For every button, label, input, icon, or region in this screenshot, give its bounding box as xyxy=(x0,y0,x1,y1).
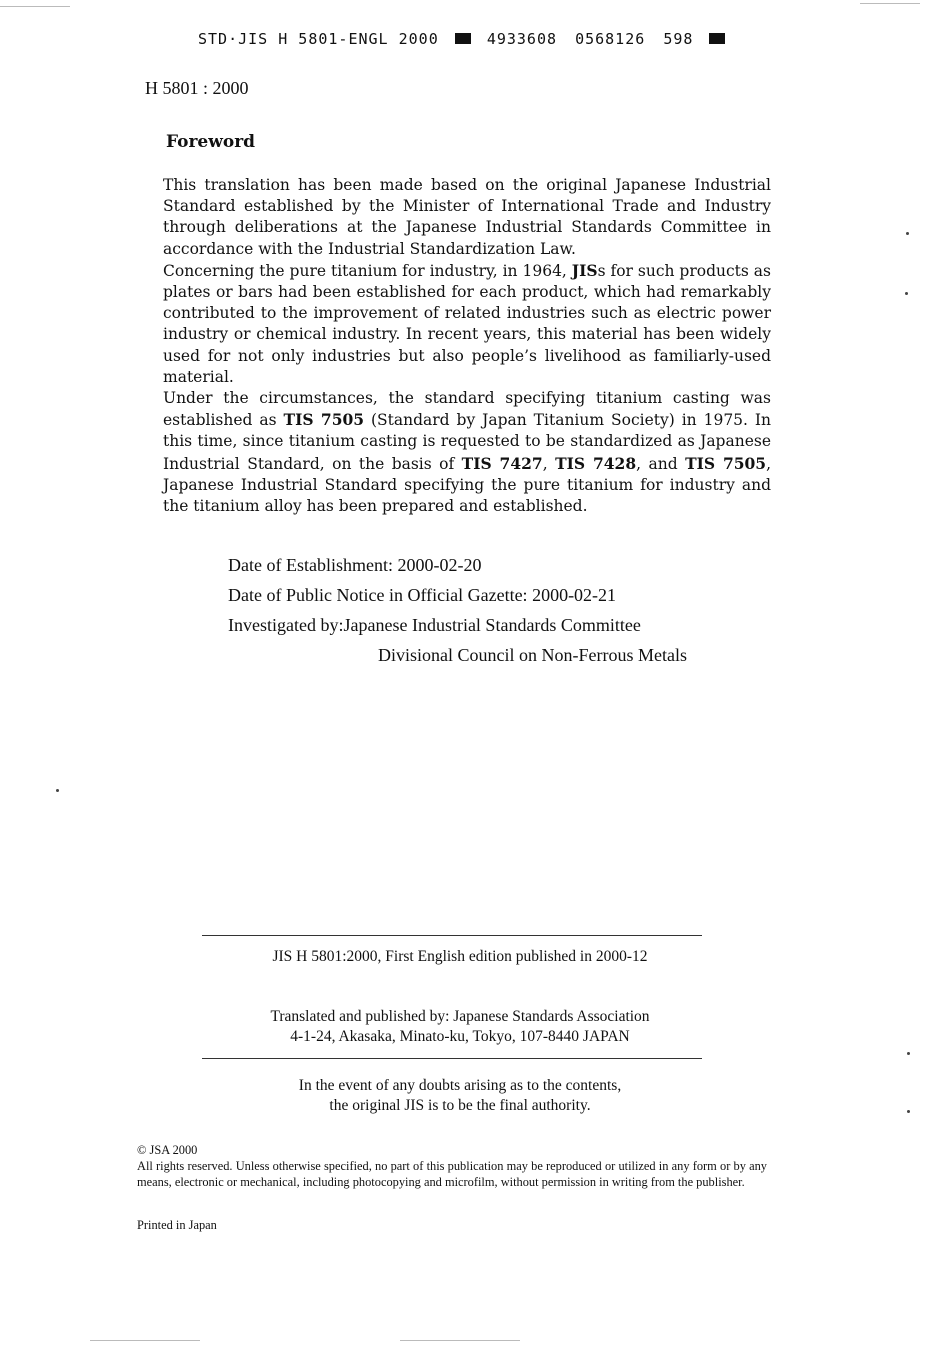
establishment-date-row: Date of Establishment: 2000-02-20 xyxy=(228,555,482,575)
edition-note: JIS H 5801:2000, First English edition published in 2000-12 xyxy=(272,948,648,965)
foreword-paragraph-1: This translation has been made based on the original Japanese Industrial Standard established by the Minister of International Trade and Industry through deliberations at the Japanese Industrial Standards Committee in accordance with the Industrial Standardization Law. xyxy=(163,176,771,258)
header-code-text: STD·JIS H 5801-ENGL 2000 xyxy=(198,30,439,48)
establishment-info xyxy=(228,552,687,672)
foreword-body xyxy=(163,175,771,517)
scan-artifact-line xyxy=(90,1340,200,1341)
scan-speck xyxy=(56,789,59,792)
foreword-paragraph-3: Under the circumstances, the standard specifying titanium casting was established as TIS 7505 (Standard by Japan Titanium Society) in 1975. In this time, since titanium casting is requested to be standardized as Japanese Industrial Standard, on the basis of TIS 7427, TIS 7428, and TIS 7505, Japanese Industrial Standard specifying the pure titanium for industry and the titanium alloy has been prepared and established. xyxy=(163,389,772,516)
standard-number: H 5801 : 2000 xyxy=(145,78,249,98)
publisher-address: 4-1-24, Akasaka, Minato-ku, Tokyo, 107-8440 JAPAN xyxy=(290,1028,630,1045)
header-barcode-2: 0568126 xyxy=(575,30,646,48)
investigated-by-row-2: Divisional Council on Non-Ferrous Metals xyxy=(378,645,687,665)
scan-speck xyxy=(907,1110,910,1113)
document-header-code xyxy=(198,30,731,48)
public-notice-date-row: Date of Public Notice in Official Gazette: 2000-02-21 xyxy=(228,585,617,605)
foreword-paragraph-2: Concerning the pure titanium for industry, in 1964, JISs for such products as plates or bars had been established for each product, which had remarkably contributed to the improvement of related industries such as electric power industry or chemical industry. In recent years, this material has been widely used for not only industries but also people’s livelihood as familiarly-used material. xyxy=(163,260,771,386)
copyright-line: © JSA 2000 xyxy=(137,1143,198,1157)
scan-speck xyxy=(906,232,909,235)
scan-artifact-line xyxy=(0,6,70,7)
printed-in: Printed in Japan xyxy=(137,1218,217,1232)
divider-top xyxy=(202,935,702,936)
foreword-title: Foreword xyxy=(166,132,256,152)
scan-artifact-line xyxy=(860,3,920,4)
authority-note-2: the original JIS is to be the final authority. xyxy=(329,1097,591,1114)
authority-note-1: In the event of any doubts arising as to the contents, xyxy=(298,1077,622,1094)
investigated-by-row: Investigated by:Japanese Industrial Standards Committee xyxy=(228,615,641,635)
divider-bottom xyxy=(202,1058,702,1059)
scan-speck xyxy=(907,1052,910,1055)
copyright-notice xyxy=(137,1142,767,1190)
barcode-block-icon xyxy=(709,33,725,44)
barcode-block-icon xyxy=(455,33,471,44)
scan-artifact-line xyxy=(400,1340,520,1341)
publisher-line: Translated and published by: Japanese Standards Association xyxy=(270,1008,650,1025)
rights-text: All rights reserved. Unless otherwise specified, no part of this publication may be reproduced or utilized in any form or by any means, electronic or mechanical, including photocopying and microfilm, without permission in writing from the publisher. xyxy=(137,1159,767,1189)
header-barcode-1: 4933608 xyxy=(486,30,558,48)
scan-speck xyxy=(905,292,908,295)
header-barcode-3: 598 xyxy=(663,30,694,48)
